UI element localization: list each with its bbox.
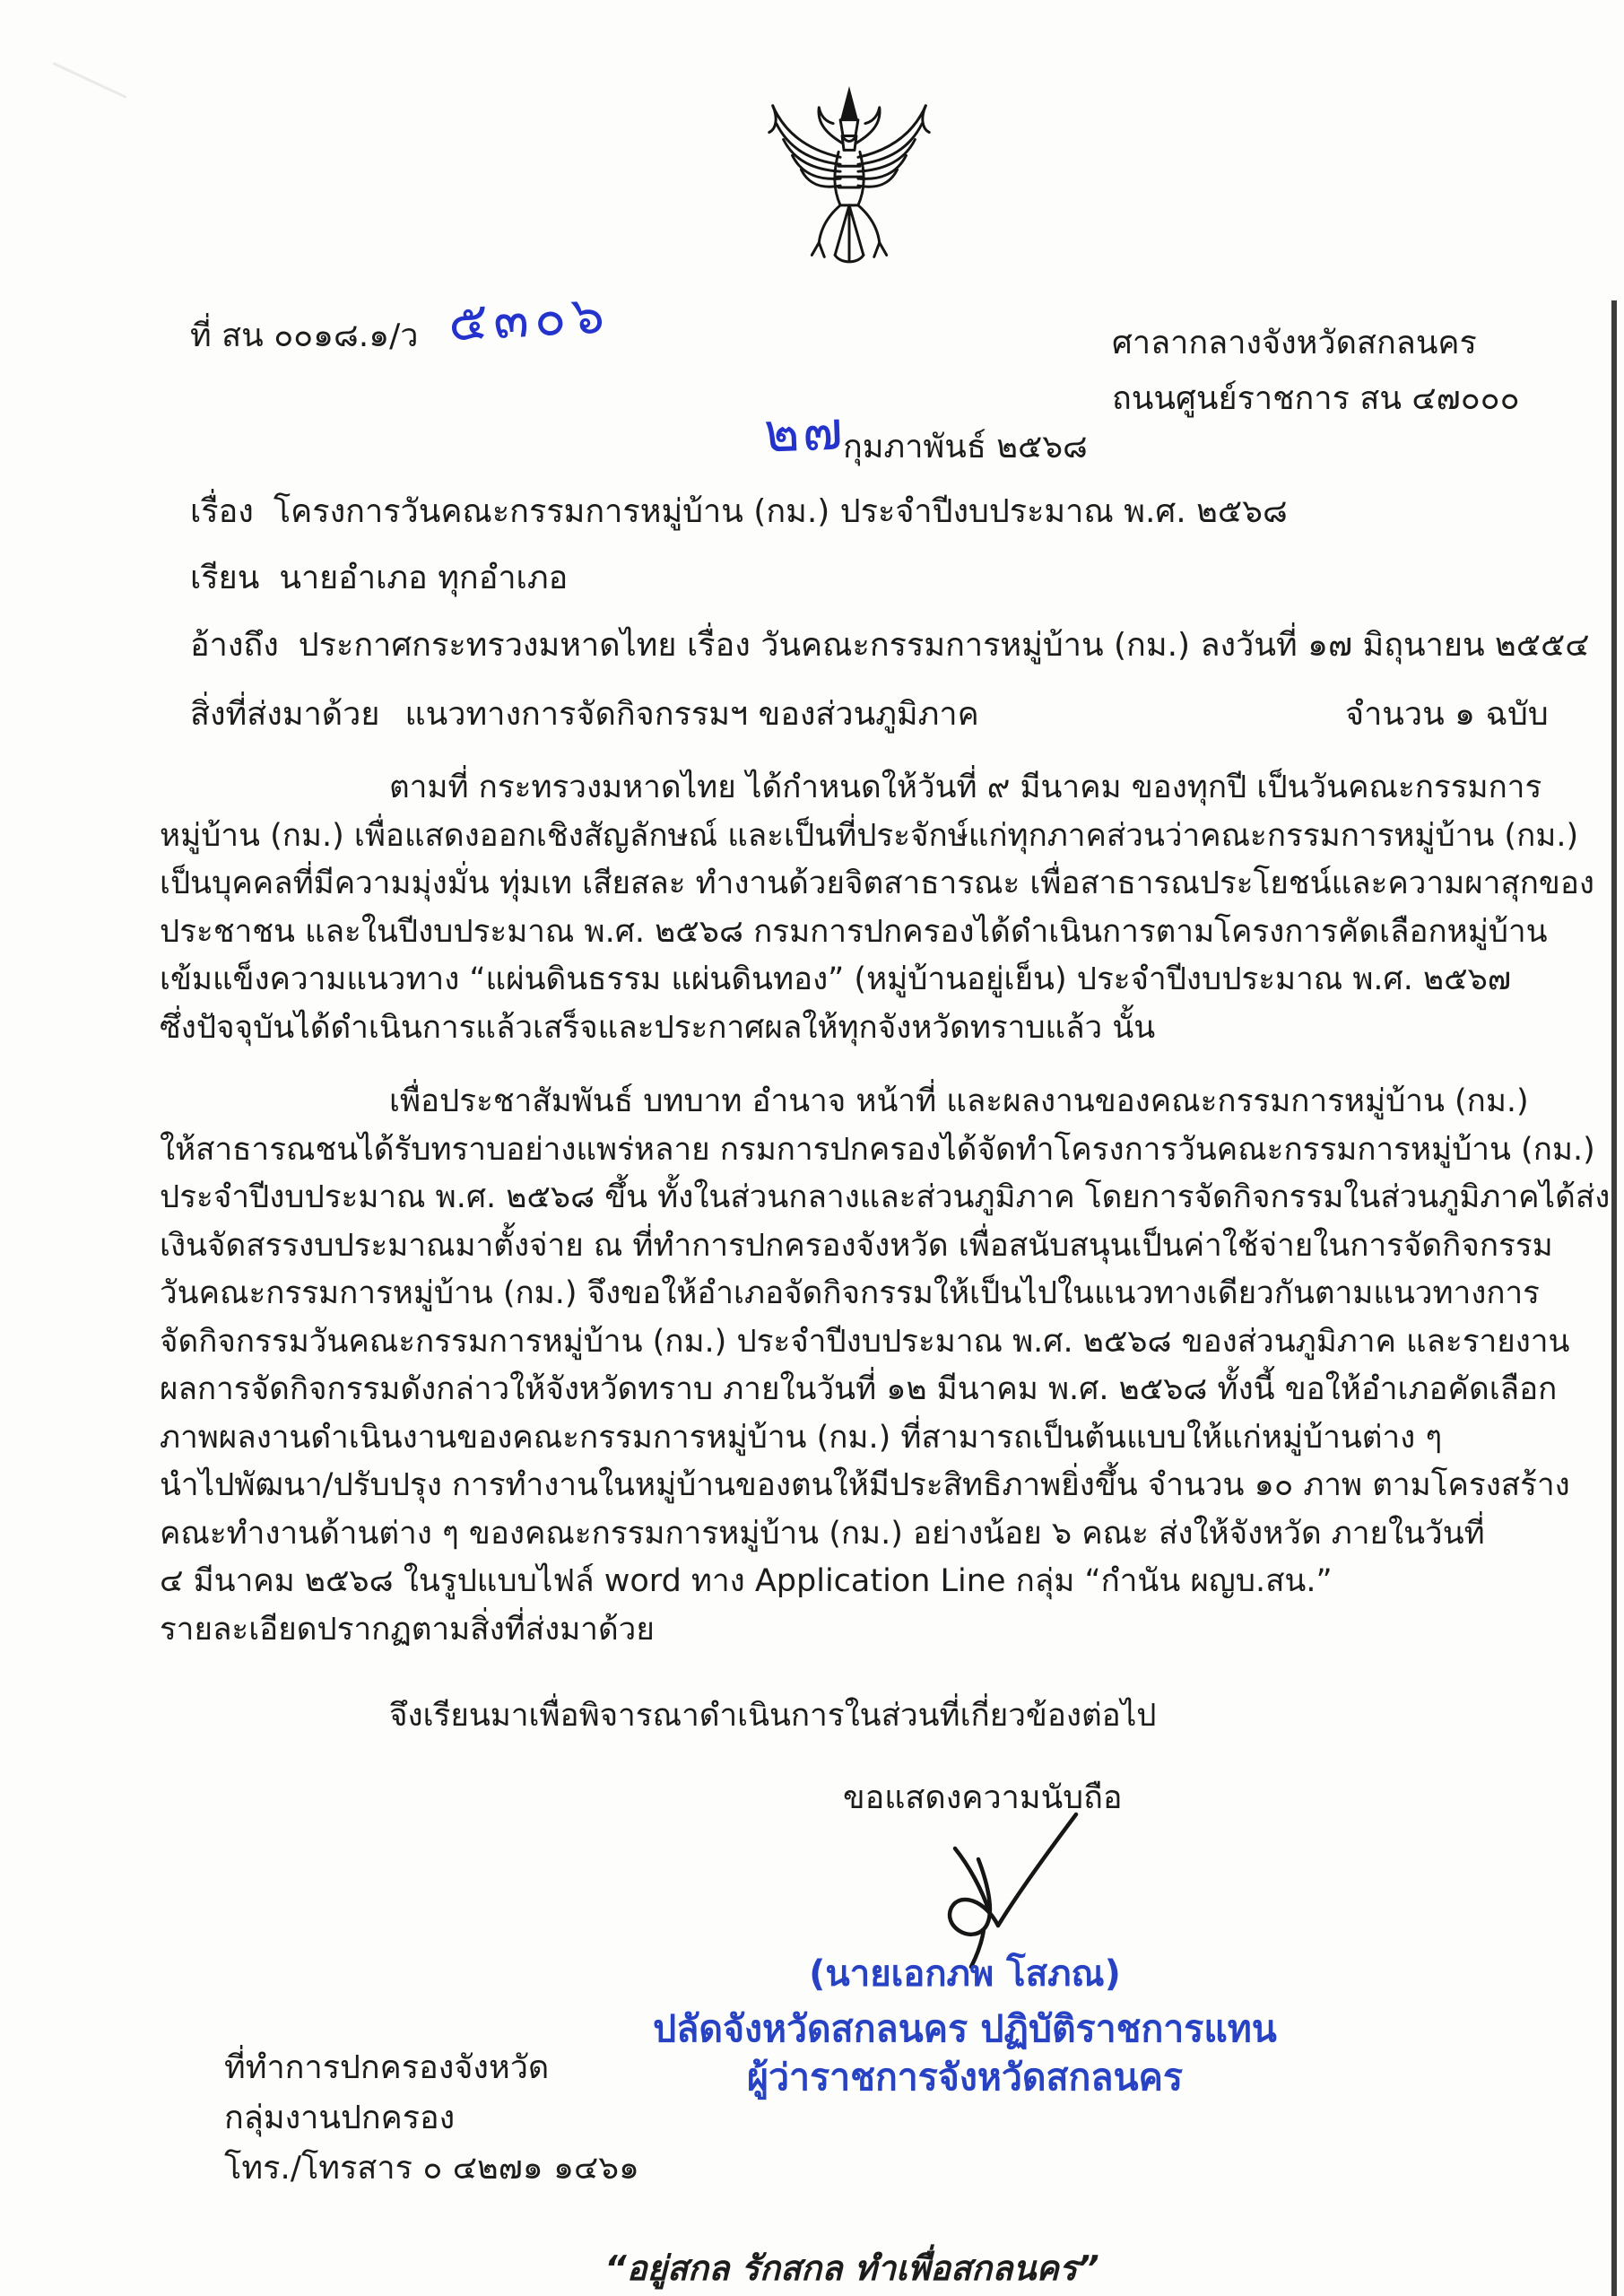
body-paragraph-1 <box>160 764 1594 1052</box>
reference-number-label: ที่ สน ๐๐๑๘.๑/ว <box>190 317 419 354</box>
to-label: เรียน <box>190 560 260 596</box>
text-line: เป็นบุคคลที่มีความมุ่งมั่น ทุ่มเท เสียสละ ทำงานด้วยจิตสาธารณะ เพื่อสาธารณประโยชน์และความผาสุกของ <box>160 865 1594 901</box>
text-line: นำไปพัฒนา/ปรับปรุง การทำงานในหมู่บ้านของตนให้มีประสิทธิภาพยิ่งขึ้น จำนวน ๑๐ ภาพ ตามโครงสร้าง <box>160 1467 1570 1503</box>
text-line: ภาพผลงานดำเนินงานของคณะกรรมการหมู่บ้าน (กม.) ที่สามารถเป็นต้นแบบให้แก่หมู่บ้านต่าง ๆ <box>160 1419 1443 1456</box>
text-line: ประชาชน และในปีงบประมาณ พ.ศ. ๒๕๖๘ กรมการปกครองได้ดำเนินการตามโครงการคัดเลือกหมู่บ้าน <box>160 913 1548 950</box>
scan-edge-line <box>1611 300 1617 2296</box>
footer-phone: โทร./โทรสาร ๐ ๔๒๗๑ ๑๔๖๑ <box>224 2150 639 2187</box>
enclosure-text: แนวทางการจัดกิจกรรมฯ ของส่วนภูมิภาค <box>404 696 979 733</box>
signer-title2-stamp: ผู้ว่าราชการจังหวัดสกลนคร <box>747 2056 1183 2099</box>
text-line: หมู่บ้าน (กม.) เพื่อแสดงออกเชิงสัญลักษณ์ และเป็นที่ประจักษ์แก่ทุกภาคส่วนว่าคณะกรรมการหมู่บ้าน (กม.) <box>160 817 1579 854</box>
footer-unit: กลุ่มงานปกครอง <box>224 2100 456 2136</box>
issuing-office-block <box>1112 316 1520 427</box>
enclosure-label: สิ่งที่ส่งมาด้วย <box>190 696 380 733</box>
office-address-line2: ถนนศูนย์ราชการ สน ๔๗๐๐๐ <box>1112 380 1520 417</box>
garuda-emblem <box>743 81 956 303</box>
footer-office: ที่ทำการปกครองจังหวัด <box>224 2049 550 2086</box>
subject-label: เรื่อง <box>190 493 254 530</box>
text-line: ผลการจัดกิจกรรมดังกล่าวให้จังหวัดทราบ ภายในวันที่ ๑๒ มีนาคม พ.ศ. ๒๕๖๘ ทั้งนี้ ขอให้อำเภอคัดเลือก <box>160 1371 1558 1407</box>
scan-smudge <box>53 62 127 99</box>
handwritten-date-day: ๒๗ <box>762 399 847 465</box>
text-line: คณะทำงานด้านต่าง ๆ ของคณะกรรมการหมู่บ้าน (กม.) อย่างน้อย ๖ คณะ ส่งให้จังหวัด ภายในวันที่ <box>160 1515 1485 1552</box>
handwritten-ref-number: ๕๓๐๖ <box>447 283 612 353</box>
text-line: เพื่อประชาสัมพันธ์ บทบาท อำนาจ หน้าที่ และผลงานของคณะกรรมการหมู่บ้าน (กม.) <box>389 1083 1529 1119</box>
office-address-line1: ศาลากลางจังหวัดสกลนคร <box>1112 325 1477 361</box>
text-line: ๔ มีนาคม ๒๕๖๘ ในรูปแบบไฟล์ word ทาง Application Line กลุ่ม “กำนัน ผญบ.สน.” <box>160 1563 1333 1599</box>
reference-row <box>190 625 1589 665</box>
salutation: ขอแสดงความนับถือ <box>843 1779 1123 1816</box>
text-line: วันคณะกรรมการหมู่บ้าน (กม.) จึงขอให้อำเภอจัดกิจกรรมให้เป็นไปในแนวทางเดียวกันตามแนวทางการ <box>160 1275 1540 1311</box>
text-line: เงินจัดสรรงบประมาณมาตั้งจ่าย ณ ที่ทำการปกครองจังหวัด เพื่อสนับสนุนเป็นค่าใช้จ่ายในการจัดกิจกรรม <box>160 1227 1553 1264</box>
text-line: รายละเอียดปรากฏตามสิ่งที่ส่งมาด้วย <box>160 1611 655 1648</box>
signer-name-stamp: (นายเอกภพ โสภณ) <box>809 1953 1121 1995</box>
text-line: เข้มแข็งความแนวทาง “แผ่นดินธรรม แผ่นดินทอง” (หมู่บ้านอยู่เย็น) ประจำปีงบประมาณ พ.ศ. ๒๕๖๗ <box>160 961 1512 997</box>
text-line: ซึ่งปัจจุบันได้ดำเนินการแล้วเสร็จและประกาศผลให้ทุกจังหวัดทราบแล้ว นั้น <box>160 1009 1156 1046</box>
to-row <box>190 558 568 598</box>
reference-number-line <box>190 316 418 356</box>
enclosure-row <box>190 694 979 735</box>
province-motto: “อยู่สกล รักสกล ทำเพื่อสกลนคร” <box>604 2248 1099 2288</box>
footer-contact-block <box>224 2043 639 2194</box>
to-text: นายอำเภอ ทุกอำเภอ <box>279 560 569 596</box>
text-line: จัดกิจกรรมวันคณะกรรมการหมู่บ้าน (กม.) ประจำปีงบประมาณ พ.ศ. ๒๕๖๘ ของส่วนภูมิภาค และรายงาน <box>160 1323 1570 1360</box>
closing-line: จึงเรียนมาเพื่อพิจารณาดำเนินการในส่วนที่เกี่ยวข้องต่อไป <box>389 1698 1157 1734</box>
body-paragraph-2 <box>160 1078 1611 1654</box>
date-text: กุมภาพันธ์ ๒๕๖๘ <box>843 429 1088 465</box>
enclosure-count: จำนวน ๑ ฉบับ <box>1345 696 1549 733</box>
reference-label: อ้างถึง <box>190 627 279 664</box>
garuda-emblem-graphic <box>743 81 956 303</box>
subject-row <box>190 491 1288 532</box>
text-line: ประจำปีงบประมาณ พ.ศ. ๒๕๖๘ ขึ้น ทั้งในส่วนกลางและส่วนภูมิภาค โดยการจัดกิจกรรมในส่วนภูมิภาคได้ส่ง <box>160 1179 1611 1215</box>
reference-text: ประกาศกระทรวงมหาดไทย เรื่อง วันคณะกรรมการหมู่บ้าน (กม.) ลงวันที่ ๑๗ มิถุนายน ๒๕๕๔ <box>298 627 1590 664</box>
text-line: ให้สาธารณชนได้รับทราบอย่างแพร่หลาย กรมการปกครองได้จัดทำโครงการวันคณะกรรมการหมู่บ้าน (กม.) <box>160 1131 1595 1168</box>
signer-title1-stamp: ปลัดจังหวัดสกลนคร ปฏิบัติราชการแทน <box>653 2007 1277 2050</box>
text-line: ตามที่ กระทรวงมหาดไทย ได้กำหนดให้วันที่ ๙ มีนาคม ของทุกปี เป็นวันคณะกรรมการ <box>389 770 1542 805</box>
subject-text: โครงการวันคณะกรรมการหมู่บ้าน (กม.) ประจำปีงบประมาณ พ.ศ. ๒๕๖๘ <box>273 493 1288 530</box>
